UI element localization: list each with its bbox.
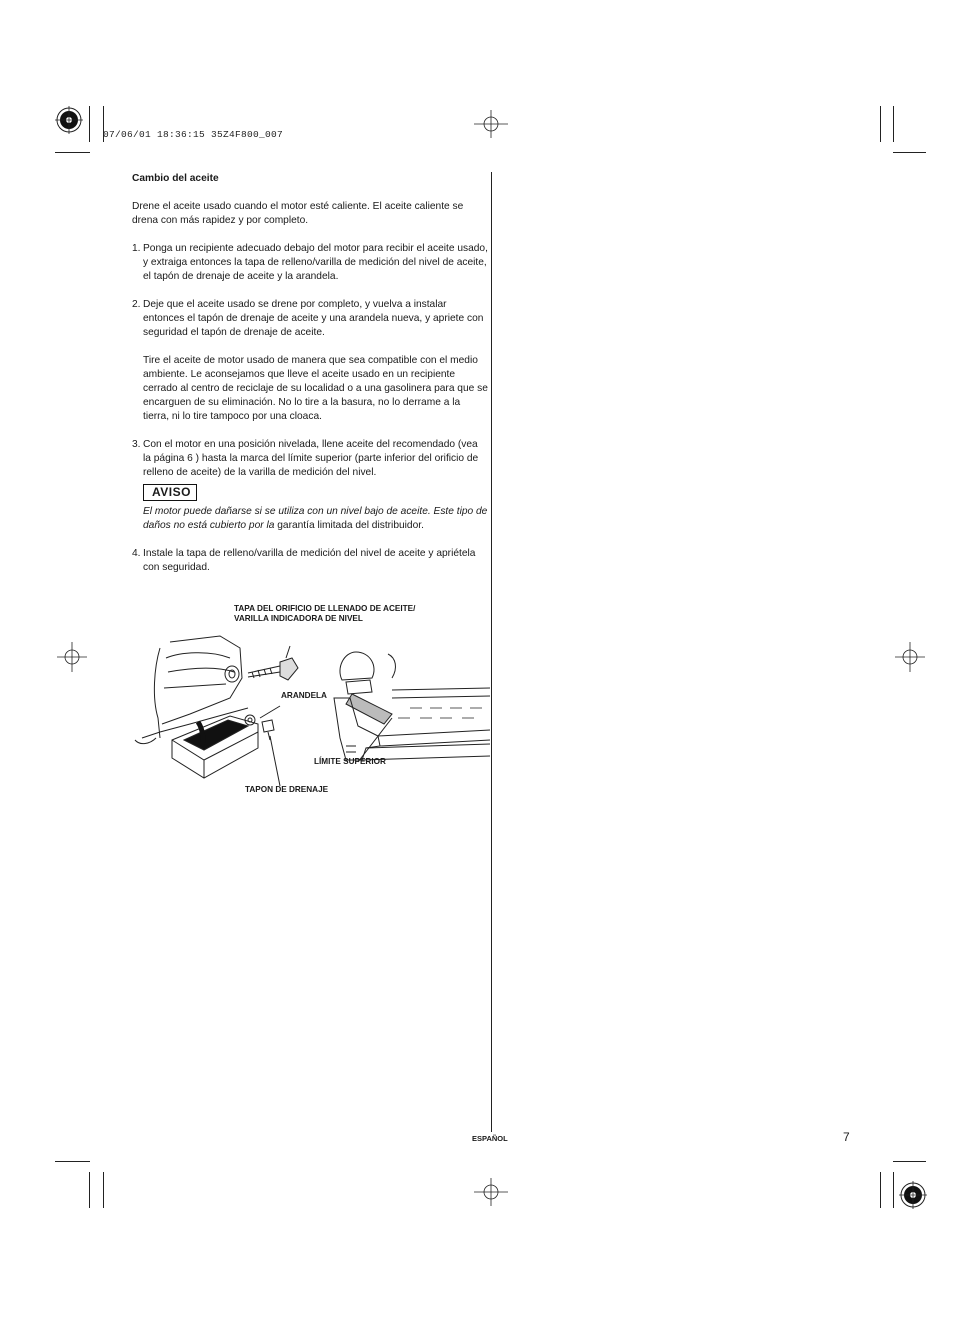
print-slug: 07/06/01 18:36:15 35Z4F800_007 (103, 129, 284, 140)
notice-label: AVISO (143, 484, 197, 501)
engine-drain-illustration (130, 628, 492, 798)
label-fill-cap-line2: VARILLA INDICADORA DE NIVEL (234, 614, 363, 623)
crop-mark (55, 152, 90, 153)
crop-mark (89, 106, 90, 142)
notice-text-normal: garantía limitada del distribuidor. (274, 520, 424, 531)
crop-mark (103, 1172, 104, 1208)
step-number: 4. (132, 548, 141, 559)
step-number: 2. (132, 299, 141, 310)
page-number: 7 (843, 1130, 850, 1144)
crop-mark (89, 1172, 90, 1208)
notice-text-italic: El motor puede dañarse si se utiliza con un nivel bajo de aceite. Este tipo de daños no está cubierto por la (143, 506, 488, 531)
step-text: Con el motor en una posición nivelada, llene aceite del recomendado (vea la página 6 ) hasta la marca del límite superior (parte inferior del orificio de relleno de aceite) de la varilla de medición del nivel. (143, 439, 479, 478)
notice-text (143, 505, 488, 533)
crop-mark (880, 106, 881, 142)
footer-language: ESPAÑOL (472, 1134, 508, 1143)
list-item (132, 547, 488, 575)
step-text: Instale la tapa de relleno/varilla de medición del nivel de aceite y apriétela con seguridad. (143, 548, 476, 573)
list-item (132, 242, 488, 284)
crop-mark (893, 106, 894, 142)
step-text: Deje que el aceite usado se drene por completo, y vuelva a instalar entonces el tapón de drenaje de aceite y una arandela nueva, y apriete con seguridad el tapón de drenaje de aceite. (143, 299, 484, 338)
step-number: 1. (132, 243, 141, 254)
section-heading: Cambio del aceite (132, 173, 219, 184)
list-item (132, 298, 488, 424)
crop-mark (893, 1161, 926, 1162)
intro-paragraph: Drene el aceite usado cuando el motor esté caliente. El aceite caliente se drena con más rapidez y por completo. (132, 201, 464, 226)
crop-mark (893, 1172, 894, 1208)
crop-mark (55, 1161, 90, 1162)
disposal-note: Tire el aceite de motor usado de manera que sea compatible con el medio ambiente. Le aconsejamos que lleve el aceite usado en un recipiente cerrado al centro de reciclaje de su localidad o a una gasolinera para que se encarguen de su eliminación. No lo tire a la basura, no lo derrame a la tierra, ni lo tire tampoco por una cloaca. (143, 355, 488, 422)
step-number: 3. (132, 439, 141, 450)
oil-change-figure (130, 598, 492, 798)
step-text: Ponga un recipiente adecuado debajo del motor para recibir el aceite usado, y extraiga entonces la tapa de relleno/varilla de medición del nivel de aceite, el tapón de drenaje de aceite y la arandela. (143, 243, 488, 282)
main-column (132, 172, 488, 589)
crop-mark (893, 152, 926, 153)
crop-mark (880, 1172, 881, 1208)
label-drain-plug: TAPON DE DRENAJE (245, 785, 329, 794)
label-fill-cap (234, 604, 415, 624)
label-washer: ARANDELA (281, 691, 327, 700)
list-item (132, 438, 488, 480)
label-fill-cap-line1: TAPA DEL ORIFICIO DE LLENADO DE ACEITE/ (234, 604, 416, 613)
label-upper-limit: LÍMITE SUPERIOR (314, 757, 386, 766)
